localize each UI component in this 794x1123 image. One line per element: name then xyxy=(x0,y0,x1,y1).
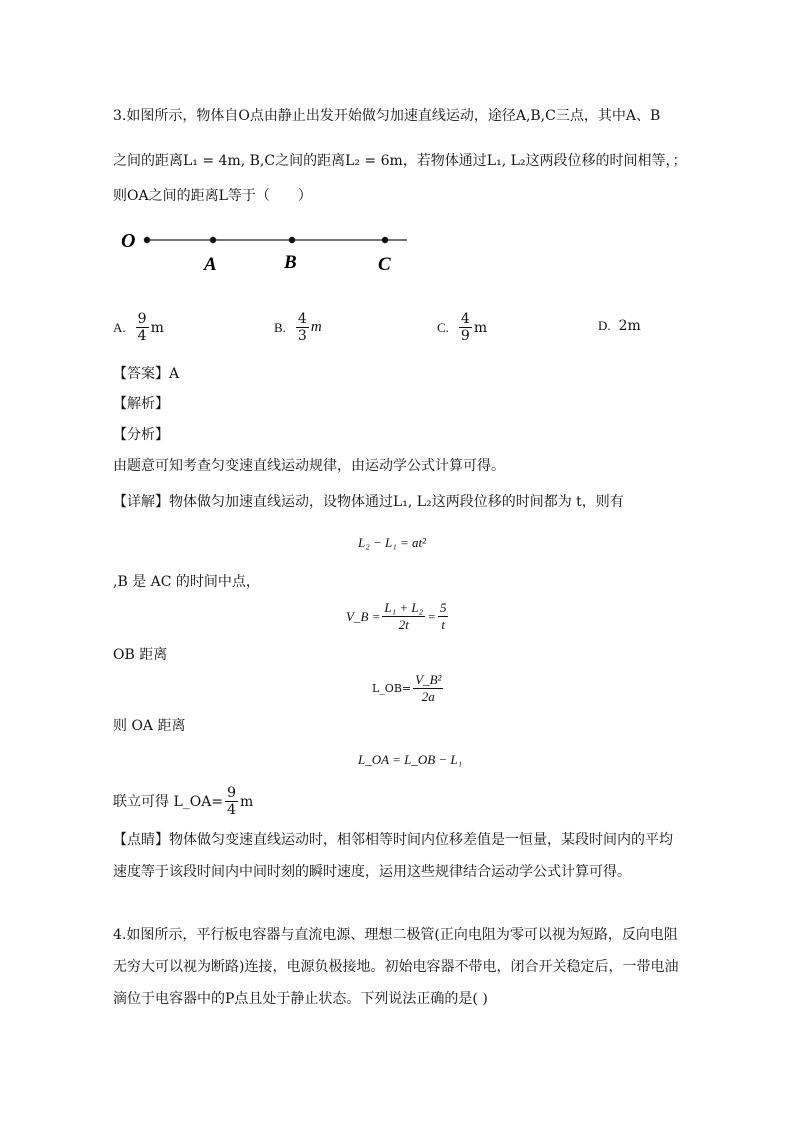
option-b-unit: m xyxy=(310,319,322,335)
result-num: 9 xyxy=(227,785,236,801)
equation-3 xyxy=(372,672,445,705)
fenxi-text: 由题意可知考查匀变速直线运动规律，由运动学公式计算可得。 xyxy=(113,458,505,474)
ob-distance-text: OB 距离 xyxy=(113,647,168,663)
option-a-unit: m xyxy=(150,319,164,336)
equation-1: L₂ − L₁ = at² xyxy=(358,535,427,550)
eq3-num: V_B² xyxy=(415,672,442,687)
option-d[interactable] xyxy=(598,318,641,334)
line-diagram xyxy=(115,225,415,280)
option-a[interactable] xyxy=(113,311,164,344)
option-c-unit: m xyxy=(473,319,488,336)
option-a-num: 9 xyxy=(137,311,147,327)
q4-line3: 滴位于电容器中的P点且处于静止状态。下列说法正确的是( ) xyxy=(113,991,488,1007)
eq2-den2: t xyxy=(441,617,446,632)
label-a: A xyxy=(204,254,217,275)
result-line xyxy=(113,785,253,818)
b-midpoint-text: ,B 是 AC 的时间中点， xyxy=(113,574,260,590)
eq2-den: 2t xyxy=(398,617,409,632)
option-b-den: 3 xyxy=(297,328,307,344)
option-c-label: C. xyxy=(437,319,449,335)
label-c: C xyxy=(378,254,391,275)
fenxi-heading: 【分析】 xyxy=(113,427,169,443)
result-den: 4 xyxy=(227,802,236,818)
answer: 【答案】A xyxy=(113,366,180,382)
option-b-num: 4 xyxy=(297,311,307,327)
eq2-num: L₁ + L₂ xyxy=(384,600,424,615)
q3-line2: 之间的距离L₁ = 4m, B,C之间的距离L₂ = 6m，若物体通过L₁, L₂这两段位移的时间相等，； xyxy=(113,153,687,169)
label-o: O xyxy=(121,230,136,252)
option-c-den: 9 xyxy=(460,328,470,344)
comment-line1: 【点睛】物体做匀变速直线运动时，相邻相等时间内位移差值是一恒量，某段时间内的平均 xyxy=(113,832,673,848)
eq2-num2: 5 xyxy=(439,600,447,615)
point-o xyxy=(144,237,150,243)
q3-line3: 则OA之间的距离L等于（ ） xyxy=(113,188,312,204)
label-b: B xyxy=(284,252,297,273)
option-d-label: D. xyxy=(598,318,611,333)
q4-line2: 无穷大可以视为断路)连接，电源负极接地。初始电容器不带电，闭合开关稳定后，一带电油 xyxy=(113,959,679,975)
q3-line1: 3.如图所示，物体自O点由静止出发开始做匀加速直线运动，途径A,B,C三点，其中A、B xyxy=(113,108,661,124)
result-prefix: 联立可得 L_OA= xyxy=(113,793,224,810)
option-d-text: 2m xyxy=(618,318,641,334)
eq3-den: 2a xyxy=(421,689,435,704)
oa-distance-text: 则 OA 距离 xyxy=(113,718,186,734)
option-c[interactable] xyxy=(437,311,487,344)
option-a-label: A. xyxy=(113,319,126,335)
eq2-lhs: V_B = xyxy=(346,608,381,624)
option-a-den: 4 xyxy=(137,328,147,344)
point-c xyxy=(382,237,388,243)
equation-4: L_OA = L_OB − L₁ xyxy=(358,752,463,767)
detail-text: 【详解】物体做匀加速直线运动，设物体通过L₁, L₂这两段位移的时间都为 t，则有 xyxy=(113,494,624,510)
comment-line2: 速度等于该段时间内中间时刻的瞬时速度，运用这些规律结合运动学公式计算可得。 xyxy=(113,864,631,880)
option-c-num: 4 xyxy=(460,311,470,327)
eq3-lhs: L_OB= xyxy=(372,682,412,695)
q4-line1: 4.如图所示，平行板电容器与直流电源、理想二极管(正向电阻为零可以视为短路，反向电阻 xyxy=(113,927,678,943)
option-b-label: B. xyxy=(274,319,286,335)
result-unit: m xyxy=(240,793,254,810)
point-a xyxy=(210,237,216,243)
equation-2: V_B = $\frac{\text{L₁ + L₂}}{2t}$ = $\frac{5}{t}$ xyxy=(346,600,447,632)
analysis-heading: 【解析】 xyxy=(113,396,169,412)
point-b xyxy=(289,237,295,243)
option-b[interactable] xyxy=(274,311,322,344)
